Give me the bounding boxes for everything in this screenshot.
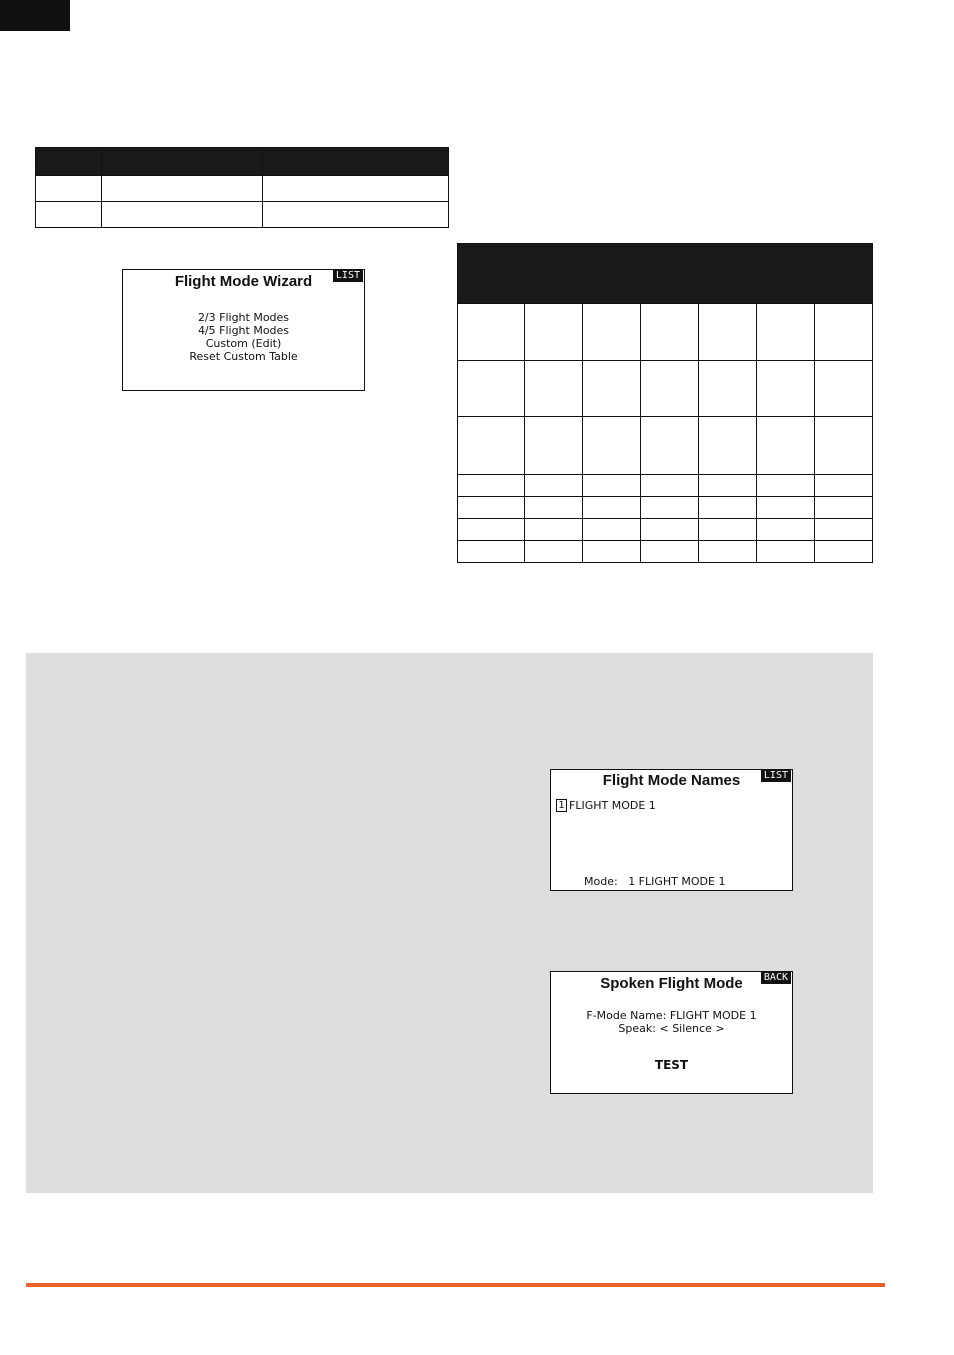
flight-mode-wizard-screen bbox=[122, 269, 365, 391]
back-button[interactable]: BACK bbox=[761, 972, 791, 984]
mode-label: Mode: bbox=[584, 875, 618, 888]
table-row bbox=[458, 541, 873, 563]
table-row bbox=[458, 497, 873, 519]
flight-mode-names-screen bbox=[550, 769, 793, 891]
flight-mode-list-item[interactable] bbox=[556, 799, 656, 812]
menu-option-reset-custom-table[interactable]: Reset Custom Table bbox=[189, 350, 298, 363]
screen-title: Flight Mode Wizard bbox=[174, 273, 313, 290]
list-button[interactable]: LIST bbox=[761, 770, 791, 782]
top-left-table bbox=[35, 147, 449, 228]
mode-value: 1 FLIGHT MODE 1 bbox=[628, 875, 726, 888]
table-row bbox=[36, 202, 449, 228]
spoken-flight-mode-screen bbox=[550, 971, 793, 1094]
fmode-name-label: F-Mode Name: bbox=[586, 1009, 667, 1022]
table-header bbox=[458, 244, 873, 304]
test-button[interactable]: TEST bbox=[654, 1058, 689, 1072]
footer-rule bbox=[26, 1283, 885, 1287]
flight-mode-name: FLIGHT MODE 1 bbox=[569, 799, 656, 812]
speak-value: < Silence > bbox=[659, 1022, 725, 1035]
table-row bbox=[458, 361, 873, 417]
screen-title: Flight Mode Names bbox=[602, 772, 741, 789]
speak-label: Speak: bbox=[618, 1022, 656, 1035]
flight-mode-number: 1 bbox=[556, 799, 567, 812]
tip-panel bbox=[26, 653, 873, 1193]
fmode-name-value: FLIGHT MODE 1 bbox=[669, 1009, 757, 1022]
table-header bbox=[36, 148, 449, 176]
right-table bbox=[457, 243, 873, 563]
table-row bbox=[458, 475, 873, 497]
menu-option-custom-edit[interactable]: Custom (Edit) bbox=[205, 337, 282, 350]
fmode-name-row[interactable] bbox=[551, 1009, 792, 1022]
table-row bbox=[36, 176, 449, 202]
menu-option-4-5-flight-modes[interactable]: 4/5 Flight Modes bbox=[197, 324, 290, 337]
speak-row[interactable] bbox=[551, 1022, 792, 1035]
mode-readout bbox=[584, 875, 725, 888]
table-row bbox=[458, 304, 873, 361]
screen-title: Spoken Flight Mode bbox=[600, 975, 743, 992]
list-button[interactable]: LIST bbox=[333, 270, 363, 282]
table-row bbox=[458, 417, 873, 475]
page-corner-tab bbox=[0, 0, 70, 31]
menu-option-2-3-flight-modes[interactable]: 2/3 Flight Modes bbox=[197, 311, 290, 324]
table-row bbox=[458, 519, 873, 541]
